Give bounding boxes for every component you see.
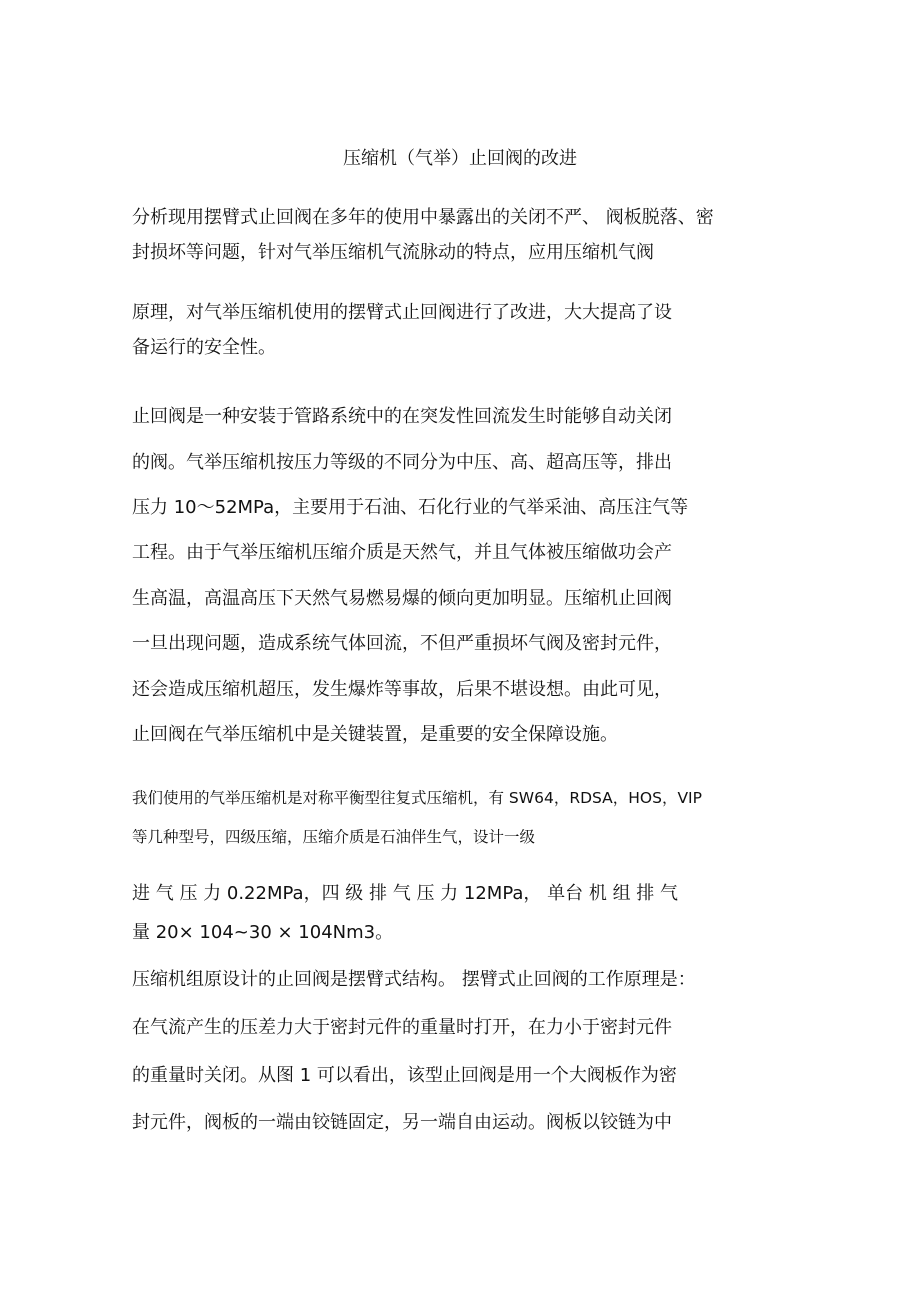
paragraph-line: 在气流产生的压差力大于密封元件的重量时打开，在力小于密封元件	[132, 1017, 672, 1038]
paragraph-line: 一旦出现问题，造成系统气体回流，不但严重损坏气阀及密封元件，	[132, 633, 672, 654]
paragraph-line: 生高温，高温高压下天然气易燃易爆的倾向更加明显。压缩机止回阀	[132, 588, 672, 609]
paragraph-line: 量 20× 104~30 × 104Nm3。	[132, 922, 394, 943]
paragraph-line: 压力 10～52MPa，主要用于石油、石化行业的气举采油、高压注气等	[132, 497, 689, 518]
paragraph-line: 封元件，阀板的一端由铰链固定，另一端自由运动。阀板以铰链为中	[132, 1112, 672, 1133]
paragraph-line: 还会造成压缩机超压，发生爆炸等事故，后果不堪设想。由此可见，	[132, 679, 672, 700]
paragraph-line: 止回阀是一种安装于管路系统中的在突发性回流发生时能够自动关闭	[132, 406, 672, 427]
paragraph-line: 等几种型号，四级压缩，压缩介质是石油伴生气，设计一级	[132, 828, 536, 846]
paragraph-line: 备运行的安全性。	[132, 337, 276, 358]
paragraph-line: 压缩机组原设计的止回阀是摆臂式结构。 摆臂式止回阀的工作原理是：	[132, 969, 696, 990]
paragraph-line: 原理，对气举压缩机使用的摆臂式止回阀进行了改进，大大提高了设	[132, 302, 672, 323]
paragraph-line: 封损坏等问题，针对气举压缩机气流脉动的特点，应用压缩机气阀	[132, 242, 654, 263]
paragraph-line: 进 气 压 力 0.22MPa，四 级 排 气 压 力 12MPa， 单台 机 组 排 气	[132, 883, 679, 904]
document-title: 压缩机（气举）止回阀的改进	[343, 148, 577, 169]
paragraph-line: 止回阀在气举压缩机中是关键装置，是重要的安全保障设施。	[132, 724, 618, 745]
paragraph-line: 我们使用的气举压缩机是对称平衡型往复式压缩机，有 SW64，RDSA，HOS，VIP	[132, 789, 702, 807]
paragraph-line: 的阀。气举压缩机按压力等级的不同分为中压、高、超高压等，排出	[132, 452, 672, 473]
paragraph-line: 的重量时关闭。从图 1 可以看出，该型止回阀是用一个大阀板作为密	[132, 1065, 677, 1086]
paragraph-line: 分析现用摆臂式止回阀在多年的使用中暴露出的关闭不严、 阀板脱落、密	[132, 207, 714, 228]
paragraph-line: 工程。由于气举压缩机压缩介质是天然气，并且气体被压缩做功会产	[132, 542, 672, 563]
